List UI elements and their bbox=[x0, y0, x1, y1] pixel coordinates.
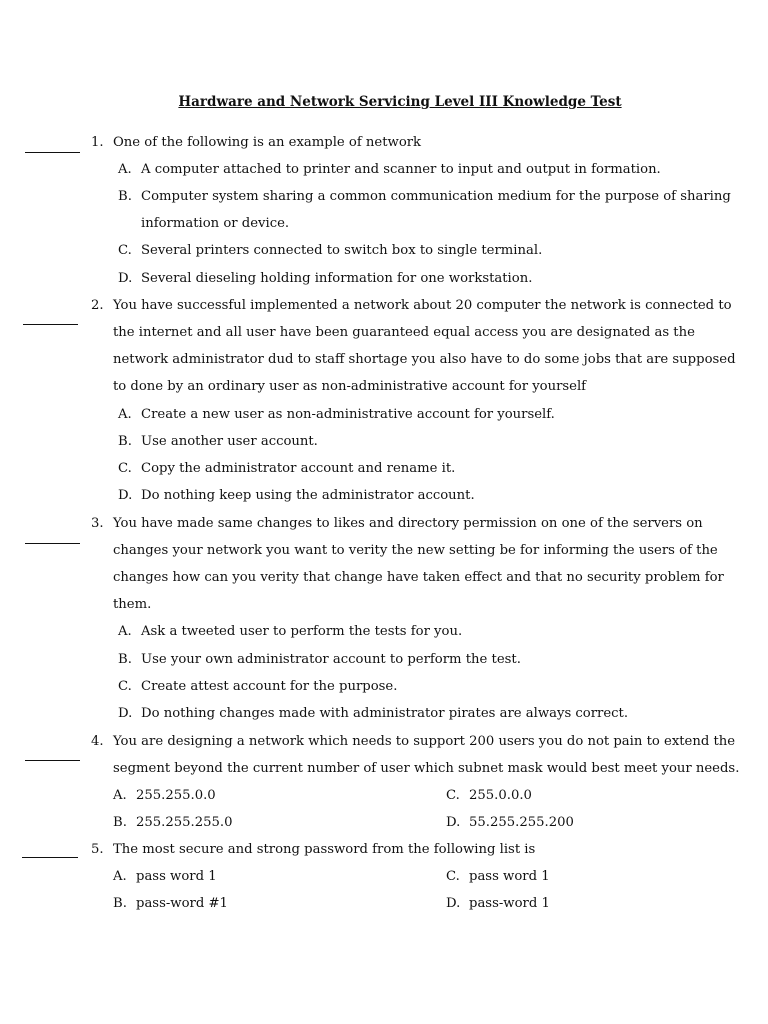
option-letter: C. bbox=[118, 243, 132, 258]
option-letter: B. bbox=[118, 189, 132, 204]
option-letter: A. bbox=[113, 788, 127, 803]
option-letter: A. bbox=[118, 407, 132, 422]
option-text: pass-word #1 bbox=[136, 896, 228, 911]
option-letter: D. bbox=[118, 706, 133, 721]
question-text: network administrator dud to staff shortage you also have to do some jobs that are supposed bbox=[113, 352, 736, 367]
option-text: Several printers connected to switch box to single terminal. bbox=[141, 243, 543, 258]
option-text: Do nothing changes made with administrator pirates are always correct. bbox=[141, 706, 629, 721]
option-letter: D. bbox=[446, 815, 461, 830]
document-title: Hardware and Network Servicing Level III Knowledge Test bbox=[178, 94, 622, 110]
question-text: One of the following is an example of network bbox=[113, 135, 422, 150]
option-text: pass word 1 bbox=[136, 869, 217, 884]
option-letter: B. bbox=[113, 815, 127, 830]
question-text: You are designing a network which needs to support 200 users you do not pain to extend the bbox=[113, 734, 736, 749]
option-text: Several dieseling holding information for one workstation. bbox=[141, 271, 533, 286]
option-text: Create attest account for the purpose. bbox=[141, 679, 398, 694]
question-text: You have made same changes to likes and directory permission on one of the servers on bbox=[113, 516, 703, 531]
option-text: Use another user account. bbox=[141, 434, 318, 449]
answer-blank-3[interactable] bbox=[25, 543, 80, 544]
option-letter: B. bbox=[113, 896, 127, 911]
question-text: You have successful implemented a network about 20 computer the network is connected to bbox=[113, 298, 732, 313]
question-text: to done by an ordinary user as non-administrative account for yourself bbox=[113, 379, 587, 394]
answer-blank-4[interactable] bbox=[25, 760, 80, 761]
option-letter: B. bbox=[118, 652, 132, 667]
option-text: 55.255.255.200 bbox=[469, 815, 574, 830]
option-letter: B. bbox=[118, 434, 132, 449]
option-letter: C. bbox=[446, 869, 460, 884]
question-number: 1. bbox=[91, 135, 104, 150]
question-text: them. bbox=[113, 597, 152, 612]
option-text: Create a new user as non-administrative account for yourself. bbox=[141, 407, 555, 422]
question-text: changes how can you verity that change have taken effect and that no security problem for bbox=[113, 570, 724, 585]
option-text: Computer system sharing a common communication medium for the purpose of sharing bbox=[141, 189, 731, 204]
option-text: 255.255.255.0 bbox=[136, 815, 233, 830]
question-text: the internet and all user have been guaranteed equal access you are designated as the bbox=[113, 325, 695, 340]
question-number: 3. bbox=[91, 516, 104, 531]
option-letter: A. bbox=[118, 624, 132, 639]
question-text: changes your network you want to verity the new setting be for informing the users of the bbox=[113, 543, 718, 558]
option-letter: D. bbox=[446, 896, 461, 911]
option-letter: D. bbox=[118, 488, 133, 503]
option-letter: A. bbox=[113, 869, 127, 884]
question-number: 5. bbox=[91, 842, 104, 857]
option-text: 255.0.0.0 bbox=[469, 788, 532, 803]
option-letter: A. bbox=[118, 162, 132, 177]
option-letter: C. bbox=[118, 461, 132, 476]
option-text: information or device. bbox=[141, 216, 290, 231]
option-text: Do nothing keep using the administrator account. bbox=[141, 488, 475, 503]
answer-blank-1[interactable] bbox=[25, 152, 80, 153]
option-text: A computer attached to printer and scanner to input and output in formation. bbox=[141, 162, 661, 177]
option-text: 255.255.0.0 bbox=[136, 788, 216, 803]
question-text: The most secure and strong password from the following list is bbox=[113, 842, 536, 857]
answer-blank-2[interactable] bbox=[23, 324, 78, 325]
option-letter: C. bbox=[446, 788, 460, 803]
option-text: Use your own administrator account to perform the test. bbox=[141, 652, 521, 667]
option-text: pass word 1 bbox=[469, 869, 550, 884]
option-text: Ask a tweeted user to perform the tests for you. bbox=[141, 624, 463, 639]
option-letter: C. bbox=[118, 679, 132, 694]
question-text: segment beyond the current number of user which subnet mask would best meet your needs. bbox=[113, 761, 740, 776]
option-text: Copy the administrator account and rename it. bbox=[141, 461, 456, 476]
option-letter: D. bbox=[118, 271, 133, 286]
answer-blank-5[interactable] bbox=[22, 857, 78, 858]
option-text: pass-word 1 bbox=[469, 896, 550, 911]
question-number: 4. bbox=[91, 734, 104, 749]
question-number: 2. bbox=[91, 298, 104, 313]
